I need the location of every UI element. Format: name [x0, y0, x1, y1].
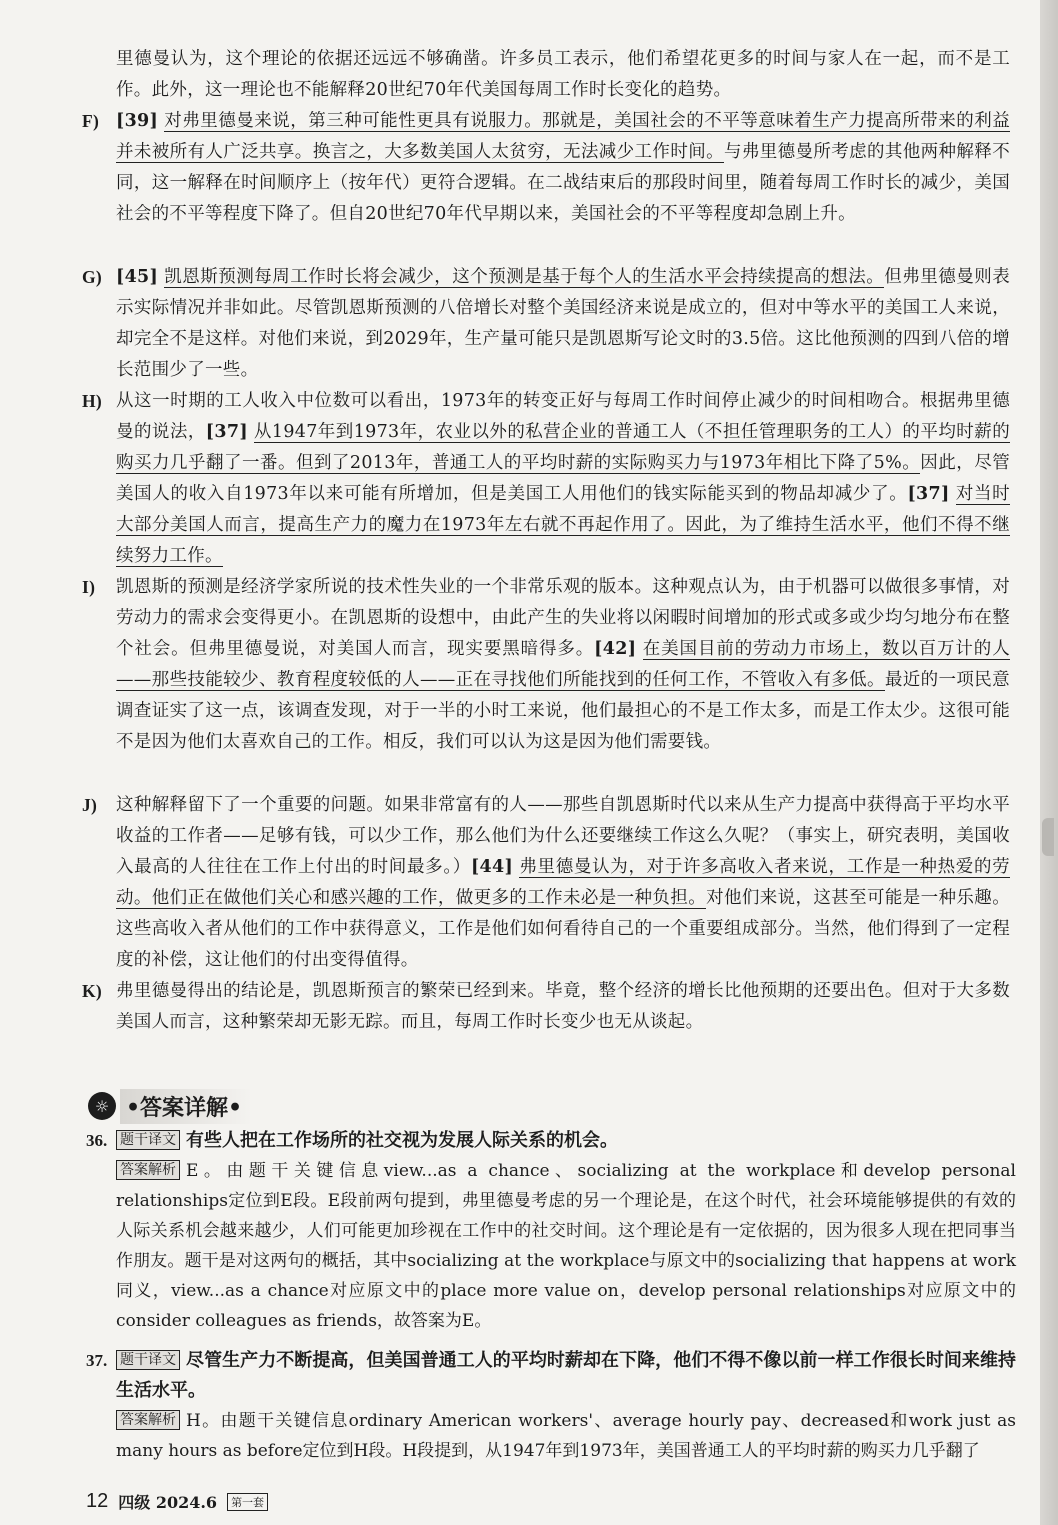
- paragraph-f: [82, 106, 1010, 230]
- paragraph-j: [82, 790, 1010, 976]
- page-footer: [86, 1490, 268, 1513]
- exam-label: 四级 2024.6: [118, 1493, 218, 1512]
- stem-tag: 题干译文: [116, 1130, 180, 1150]
- paragraph-label: K): [82, 981, 103, 1001]
- paragraph-text: 弗里德曼得出的结论是，凯恩斯预言的繁荣已经到来。毕竟，整个经济的增长比他预期的还要出色。但对于大多数美国人而言，这种繁荣却无影无踪。而且，每周工作时长变少也无从谈起。: [116, 981, 1010, 1032]
- paragraph-k: [82, 976, 1010, 1038]
- paragraph-text: 对他们来说，这甚至可能是一种乐趣。这些高收入者从他们的工作中获得意义，工作是他们如何看待自己的一个重要组成部分。当然，他们得到了一定程度的补偿，这让他们的付出变得值得。: [116, 888, 1010, 970]
- question-ref: [45]: [116, 267, 159, 287]
- page-tab: [1042, 818, 1054, 856]
- question-36: [86, 1126, 1016, 1336]
- question-37: [86, 1346, 1016, 1466]
- paragraph-text: 但弗里德曼则表示实际情况并非如此。尽管凯恩斯预测的八倍增长对整个美国经济来说是成立的，但对中等水平的美国工人来说，却完全不是这样。对他们来说，到2029年，生产量可能只是凯恩斯写论文时的3.5倍。这比他预测的四到八倍的增长范围少了一些。: [116, 267, 1011, 380]
- page-edge: [1040, 0, 1058, 1525]
- question-number: 37.: [86, 1351, 108, 1370]
- paragraph-text: 这种解释留下了一个重要的问题。如果非常富有的人——那些自凯恩斯时代以来从生产力提高中获得高于平均水平收益的工作者——足够有钱，可以少工作，那么他们为什么还要继续工作这么久呢？（事实上，研究表明，美国收入最高的人往往在工作上付出的时间最多。）: [116, 795, 1010, 877]
- paragraph-text: 最近的一项民意调查证实了这一点，该调查发现，对于一半的小时工来说，他们最担心的不是工作太多，而是工作太少。这很可能不是因为他们太喜欢自己的工作。相反，我们可以认为这是因为他们需要钱。: [116, 670, 1010, 752]
- lightbulb-icon: ☼: [88, 1092, 116, 1120]
- question-analysis: E。由题干关键信息view...as a chance、socializing at the workplace和develop personal relationships定位到E段。E段前两句提到，弗里德曼考虑的另一个理论是，在这个时代，社会环境能够提供的有效的人际关系机会越来越少，人们可能更加珍视在工作中的社交时间。这个理论是有一定依据的，因为很多人现在把同事当作朋友。题干是对这两句的概括，其中socializing at the workplace与原文中的socializing that happens at work同义，view...as a chance对应原文中的place more value on，develop personal relationships对应原文中的consider colleagues as friends，故答案为E。: [116, 1161, 1016, 1331]
- paragraph-text: 里德曼认为，这个理论的依据还远远不够确凿。许多员工表示，他们希望花更多的时间与家人在一起，而不是工作。此外，这一理论也不能解释20世纪70年代美国每周工作时长变化的趋势。: [116, 49, 1010, 100]
- paragraph-label: J): [82, 795, 98, 815]
- underlined-text: 从1947年到1973年，农业以外的私营企业的普通工人（不担任管理职务的工人）的平均时薪的购买力几乎翻了一番。但到了2013年，普通工人的平均时薪的实际购买力与1973年相比下降了5%。: [116, 422, 1011, 473]
- paragraph-g: [82, 262, 1011, 386]
- question-ref: [37]: [907, 484, 950, 504]
- paragraph-text: 因此，尽管美国人的收入自1973年以来可能有所增加，但是美国工人用他们的钱实际能买到的物品却减少了。: [116, 453, 1010, 504]
- question-ref: [37]: [205, 422, 248, 442]
- paragraph-i: [82, 572, 1010, 758]
- set-badge: 第一套: [227, 1493, 268, 1511]
- question-analysis: H。由题干关键信息ordinary American workers'、average hourly pay、decreased和work just as many hours as before定位到H段。H段提到，从1947年到1973年，美国普通工人的平均时薪的购买力几乎翻了: [116, 1411, 1016, 1461]
- question-ref: [44]: [470, 857, 514, 877]
- paragraph-label: I): [82, 577, 96, 597]
- question-stem: 尽管生产力不断提高，但美国普通工人的平均时薪却在下降，他们不得不像以前一样工作很长时间来维持生活水平。: [116, 1350, 1016, 1401]
- paragraph-label: F): [82, 111, 100, 131]
- paragraph-text: 从这一时期的工人收入中位数可以看出，1973年的转变正好与每周工作时间停止减少的时间相吻合。根据弗里德曼的说法，: [116, 391, 1010, 442]
- underlined-text: 对弗里德曼来说，第三种可能性更具有说服力。那就是，美国社会的不平等意味着生产力提高所带来的利益并未被所有人广泛共享。换言之，大多数美国人太贫穷，无法减少工作时间。: [116, 111, 1010, 162]
- analysis-tag: 答案解析: [116, 1160, 180, 1180]
- stem-tag: 题干译文: [116, 1350, 180, 1370]
- underlined-text: 弗里德曼认为，对于许多高收入者来说，工作是一种热爱的劳动。他们正在做他们关心和感兴趣的工作，做更多的工作未必是一种负担。: [116, 857, 1010, 908]
- page-number: 12: [86, 1490, 109, 1512]
- underlined-text: 在美国目前的劳动力市场上，数以百万计的人——那些技能较少、教育程度较低的人——正在寻找他们所能找到的任何工作，不管收入有多低。: [116, 639, 1010, 690]
- question-ref: [39]: [116, 111, 159, 131]
- paragraph-text: 与弗里德曼所考虑的其他两种解释不同，这一解释在时间顺序上（按年代）更符合逻辑。在二战结束后的那段时间里，随着每周工作时长的减少，美国社会的不平等程度下降了。但自20世纪70年代早期以来，美国社会的不平等程度却急剧上升。: [116, 142, 1010, 224]
- paragraph-continuation: [86, 44, 1010, 106]
- question-stem: 有些人把在工作场所的社交视为发展人际关系的机会。: [186, 1130, 618, 1151]
- section-header: [88, 1088, 252, 1124]
- underlined-text: 凯恩斯预测每周工作时长将会减少，这个预测是基于每个人的生活水平会持续提高的想法。: [164, 267, 885, 287]
- question-number: 36.: [86, 1131, 108, 1150]
- paragraph-text: 凯恩斯的预测是经济学家所说的技术性失业的一个非常乐观的版本。这种观点认为，由于机器可以做很多事情，对劳动力的需求会变得更小。在凯恩斯的设想中，由此产生的失业将以闲暇时间增加的形式或多或少均匀地分布在整个社会。但弗里德曼说，对美国人而言，现实要黑暗得多。: [116, 577, 1010, 659]
- underlined-text: 对当时大部分美国人而言，提高生产力的魔力在1973年左右就不再起作用了。因此，为了维持生活水平，他们不得不继续努力工作。: [116, 484, 1010, 566]
- paragraph-h: [82, 386, 1011, 572]
- analysis-tag: 答案解析: [116, 1410, 180, 1430]
- paragraph-label: H): [82, 391, 103, 411]
- paragraph-label: G): [82, 267, 103, 287]
- section-title: •答案详解•: [120, 1089, 252, 1124]
- question-ref: [42]: [594, 639, 637, 659]
